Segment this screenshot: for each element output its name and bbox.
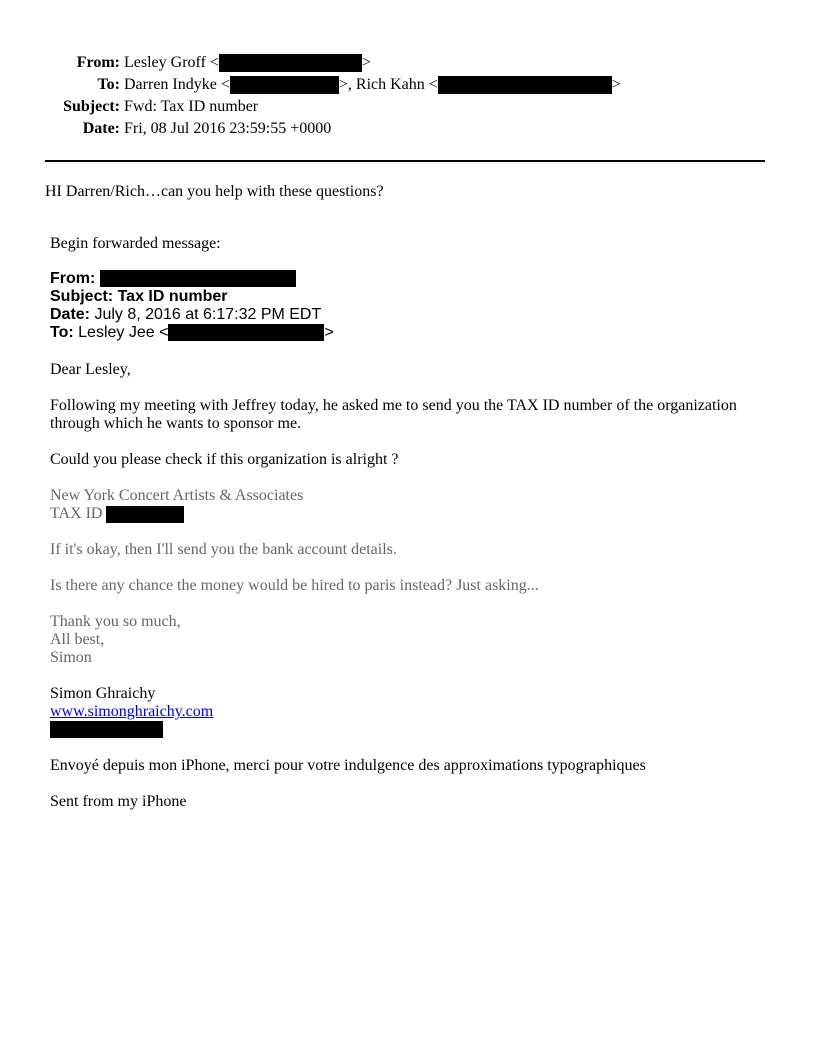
redacted-email bbox=[230, 76, 339, 94]
header-subject-label: Subject: bbox=[63, 98, 120, 115]
forwarded-recipient: Lesley Jee < bbox=[78, 324, 169, 341]
header-to-value bbox=[124, 76, 621, 94]
forwarded-from-label: From: bbox=[50, 270, 96, 287]
footer-french: Envoyé depuis mon iPhone, merci pour votre indulgence des approximations typographiques bbox=[50, 757, 646, 774]
org-name: New York Concert Artists & Associates bbox=[50, 487, 304, 504]
forwarded-date-row bbox=[50, 306, 321, 324]
sender-name: Lesley Groff < bbox=[124, 54, 219, 71]
paragraph-1-line-1: Following my meeting with Jeffrey today, he asked me to send you the TAX ID number of the organization bbox=[50, 397, 737, 414]
intro-text: HI Darren/Rich…can you help with these questions? bbox=[45, 183, 384, 200]
forwarded-subject-row bbox=[50, 288, 228, 306]
header-subject-value: Fwd: Tax ID number bbox=[124, 98, 259, 115]
header-from-value bbox=[124, 54, 371, 72]
forwarded-subject-label: Subject: bbox=[50, 288, 114, 305]
header-date-label: Date: bbox=[82, 120, 120, 137]
forwarded-subject-value: Tax ID number bbox=[117, 288, 228, 305]
forwarded-date-value: July 8, 2016 at 6:17:32 PM EDT bbox=[94, 306, 322, 323]
paragraph-2: Could you please check if this organization is alright ? bbox=[50, 451, 399, 468]
header-from-label: From: bbox=[76, 54, 120, 71]
signature-website-link[interactable]: www.simonghraichy.com bbox=[50, 703, 214, 720]
header-date-value: Fri, 08 Jul 2016 23:59:55 +0000 bbox=[124, 120, 332, 137]
closing-line-1: Thank you so much, bbox=[50, 613, 181, 630]
angle-close: > bbox=[611, 76, 621, 93]
forwarded-intro: Begin forwarded message: bbox=[50, 235, 221, 252]
forwarded-to-label: To: bbox=[50, 324, 74, 341]
forwarded-to-row bbox=[50, 324, 334, 342]
paragraph-3: If it's okay, then I'll send you the bank account details. bbox=[50, 541, 397, 558]
header-divider bbox=[45, 160, 765, 162]
signature-name: Simon Ghraichy bbox=[50, 685, 156, 702]
greeting: Dear Lesley, bbox=[50, 361, 131, 378]
redacted-email bbox=[219, 54, 362, 72]
forwarded-to-value bbox=[78, 324, 334, 341]
closing-line-3: Simon bbox=[50, 649, 92, 666]
tax-id-label: TAX ID bbox=[50, 505, 103, 522]
forwarded-date-label: Date: bbox=[50, 306, 91, 323]
forwarded-from-row bbox=[50, 270, 296, 288]
redacted-sender bbox=[100, 270, 296, 287]
angle-close: > bbox=[324, 324, 334, 341]
header-to-label: To: bbox=[97, 76, 120, 93]
tax-id-row bbox=[50, 505, 184, 523]
footer-english: Sent from my iPhone bbox=[50, 793, 187, 810]
redacted-signature-line bbox=[50, 721, 163, 738]
signature-link-row[interactable] bbox=[50, 703, 213, 721]
redacted-tax-id bbox=[106, 506, 184, 523]
angle-close: > bbox=[361, 54, 371, 71]
recipient-name-1: Darren Indyke < bbox=[124, 76, 230, 93]
redacted-email bbox=[438, 76, 612, 94]
closing-line-2: All best, bbox=[50, 631, 105, 648]
paragraph-4: Is there any chance the money would be hired to paris instead? Just asking... bbox=[50, 577, 539, 594]
recipient-separator: >, Rich Kahn < bbox=[338, 76, 438, 93]
paragraph-1-line-2: through which he wants to sponsor me. bbox=[50, 415, 302, 432]
redacted-email bbox=[168, 324, 324, 341]
